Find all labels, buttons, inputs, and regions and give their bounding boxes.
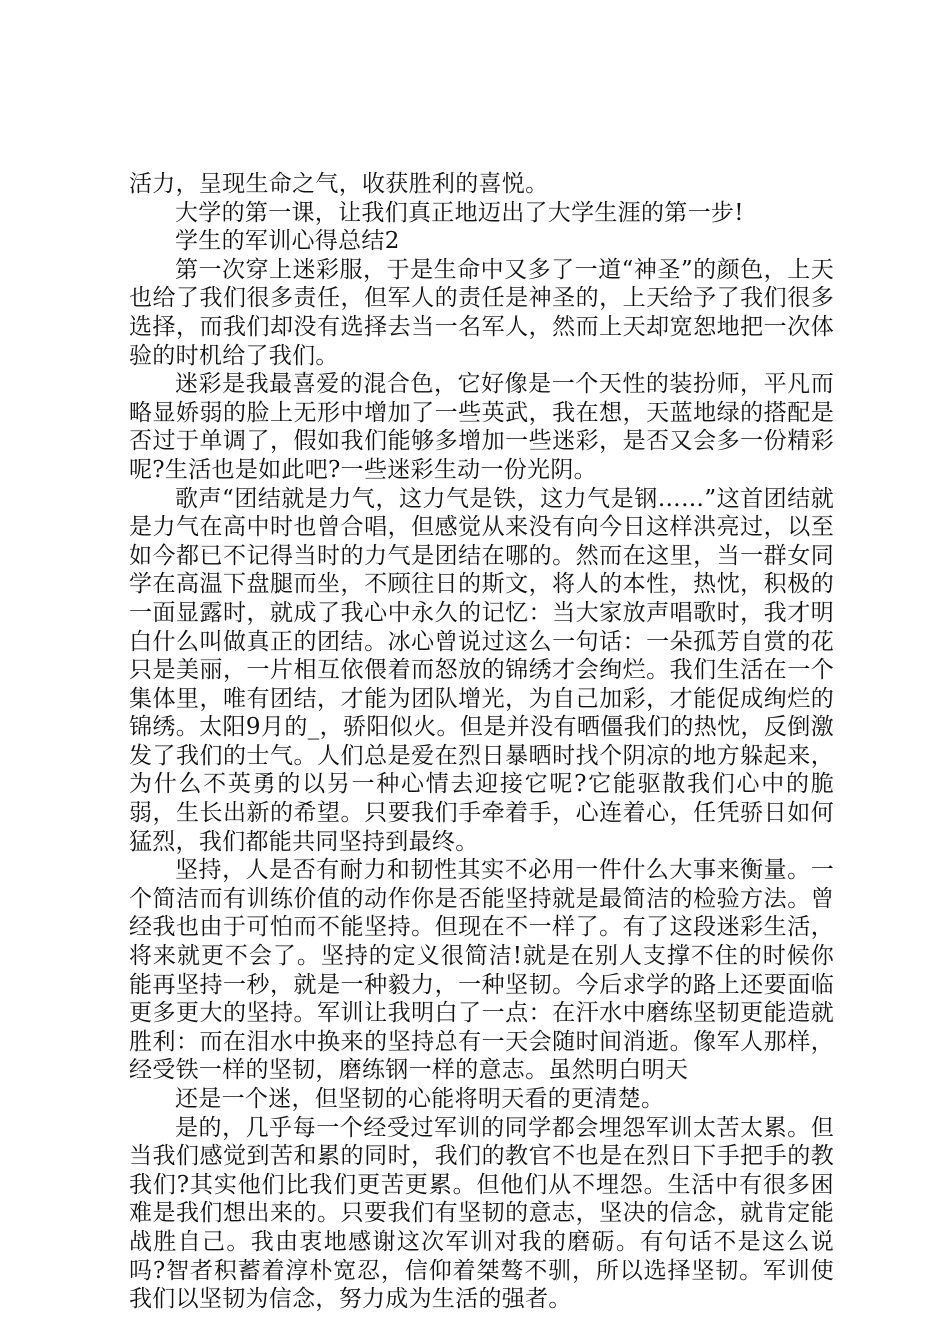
paragraph-tomorrow: 还是一个迷，但坚韧的心能将明天看的更清楚。 bbox=[175, 1086, 665, 1112]
paragraph-continuation: 活力，呈现生命之气，收获胜利的喜悦。 bbox=[129, 171, 549, 197]
paragraph-persistence: 坚持，人是否有耐力和韧性其实不必用一件什么大事来衡量。一个简洁而有训练价值的动作你是否能坚持就是最简洁的检验方法。曾经我也由于可怕而不能坚持。但现在不一样了。有了这段迷彩生活，将来就更不会了。坚持的定义很简洁!就是在别人支撑不住的时候你能再坚持一秒，就是一种毅力，一种坚韧。今后求学的路上还要面临更多更大的坚持。军训让我明白了一点：在汗水中磨练坚韧更能造就胜利：而在泪水中换来的坚持总有一天会随时间消逝。像军人那样，经受铁一样的坚韧，磨练钢一样的意志。虽然明白明天 bbox=[129, 857, 834, 1084]
paragraph-camouflage-first: 第一次穿上迷彩服，于是生命中又多了一道“神圣”的颜色，上天也给了我们很多责任，但军人的责任是神圣的，上天给予了我们很多选择，而我们却没有选择去当一名军人，然而上天却宽恕地把一次体验的时机给了我们。 bbox=[129, 256, 834, 369]
section-heading: 学生的军训心得总结2 bbox=[175, 228, 400, 255]
document-body bbox=[129, 170, 834, 1314]
paragraph-first-lesson: 大学的第一课，让我们真正地迈出了大学生涯的第一步! bbox=[175, 199, 744, 226]
paragraph-camouflage-color: 迷彩是我最喜爱的混合色，它好像是一个天性的装扮师，平凡而略显娇弱的脸上无形中增加了一些英武，我在想，天蓝地绿的搭配是否过于单调了，假如我们能够多增加一些迷彩，是否又会多一份精彩呢?生活也是如此吧?一些迷彩生动一份光阴。 bbox=[129, 371, 834, 483]
paragraph-hardship: 是的，几乎每一个经受过军训的同学都会埋怨军训太苦太累。但当我们感觉到苦和累的同时，我们的教官不也是在烈日下手把手的教我们?其实他们比我们更苦更累。但他们从不埋怨。生活中有很多困难是我们想出来的。只要我们有坚韧的意志，坚决的信念，就肯定能战胜自己。我由衷地感谢这次军训对我的磨砺。有句话不是这么说吗?智者积蓄着淳朴宽忍，信仰着桀骜不驯，所以选择坚韧。军训使我们以坚韧为信念，努力成为生活的强者。 bbox=[129, 1114, 834, 1313]
paragraph-unity-song: 歌声“团结就是力气，这力气是铁，这力气是钢……”这首团结就是力气在高中时也曾合唱，但感觉从来没有向今日这样洪亮过，以至如今都已不记得当时的力气是团结在哪的。然而在这里，当一群女同学在高温下盘腿而坐，不顾往日的斯文，将人的本性，热忱，积极的一面显露时，就成了我心中永久的记忆：当大家放声唱歌时，我才明白什么叫做真正的团结。冰心曾说过这么一句话：一朵孤芳自赏的花只是美丽，一片相互依偎着而怒放的锦绣才会绚烂。我们生活在一个集体里，唯有团结，才能为团队增光，为自己加彩，才能促成绚烂的锦绣。太阳9月的_，骄阳似火。但是并没有晒僵我们的热忱，反倒激发了我们的士气。人们总是爱在烈日暴晒时找个阴凉的地方躲起来，为什么不英勇的以另一种心情去迎接它呢?它能驱散我们心中的脆弱，生长出新的希望。只要我们手牵着手，心连着心，任凭骄日如何猛烈，我们都能共同坚持到最终。 bbox=[129, 485, 834, 855]
